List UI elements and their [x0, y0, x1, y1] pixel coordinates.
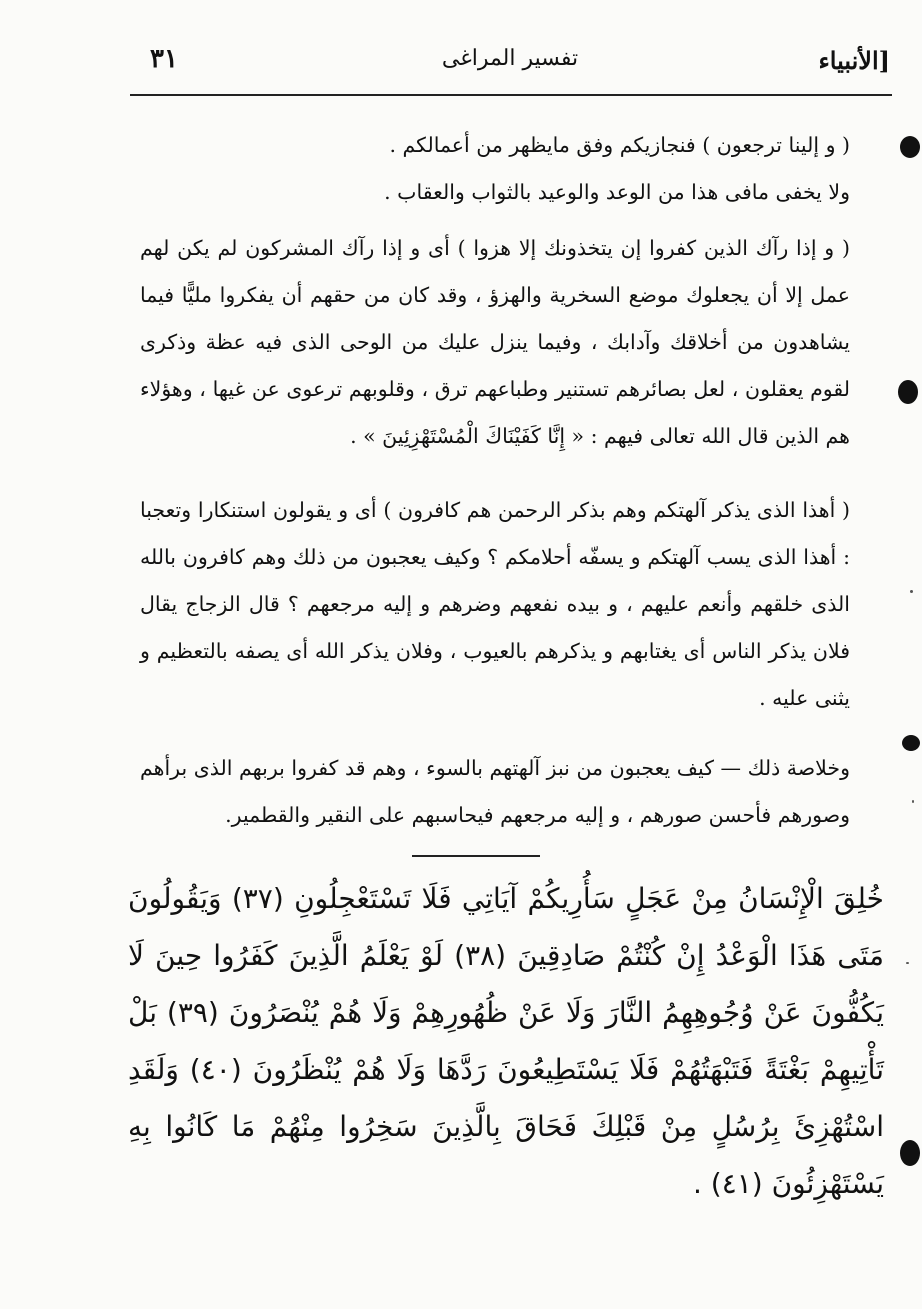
paragraph: ( و إذا رآك الذين كفروا إن يتخذونك إلا هزوا ) أى و إذا رآك المشركون لم يكن لهم عمل إلا أن يجعلوك موضع السخرية والهزؤ ، وقد كان من حقهم أن يفكروا مليًّا فيما يشاهدون من أخلاقك وآدابك ، وفيما ينزل عليك من الوحى الذى فيه عظة وذكرى لقوم يعقلون ، لعل بصائرهم تستنير وطباعهم ترق ، وقلوبهم ترعوى عن غيها ، وهؤلاء هم الذين قال الله تعالى فيهم : « إِنَّا كَفَيْنَاكَ الْمُسْتَهْزِئِينَ » .: [140, 236, 850, 448]
speck: [910, 590, 913, 593]
header-divider: [130, 94, 892, 96]
ink-blot: [900, 1140, 920, 1166]
ink-blot: [898, 380, 918, 404]
paragraph: وخلاصة ذلك — كيف يعجبون من نبز آلهتهم بالسوء ، وهم قد كفروا بربهم الذى برأهم وصورهم فأحسن صورهم ، و إليه مرجعهم فيحاسبهم على النقير والقطمير.: [140, 756, 850, 827]
page-number: ٣١: [150, 44, 178, 74]
commentary-block-1: [140, 122, 878, 226]
speck: [906, 962, 909, 964]
paragraph: ( أهذا الذى يذكر آلهتكم وهم بذكر الرحمن هم كافرون ) أى و يقولون استنكارا وتعجبا : أهذا الذى يسب آلهتكم و يسفّه أحلامكم ؟ وكيف يعجبون من ذلك وهم كافرون بالله الذى خلقهم وأنعم عليهم ، و بيده نفعهم وضرهم و إليه مرجعهم ؟ قال الزجاج يقال فلان يذكر الناس أى يغتابهم و يذكرهم بالعيوب ، وفلان يذكر الله أى يصفه بالتعظيم و يثنى عليه .: [140, 498, 850, 710]
surah-name: [الأنبياء: [818, 46, 890, 75]
ink-blot: [902, 735, 920, 751]
verse-text: خُلِقَ الْإِنْسَانُ مِنْ عَجَلٍ سَأُرِيكُمْ آيَاتِي فَلَا تَسْتَعْجِلُونِ (٣٧) وَيَقُولُونَ مَتَى هَذَا الْوَعْدُ إِنْ كُنْتُمْ صَادِقِينَ (٣٨) لَوْ يَعْلَمُ الَّذِينَ كَفَرُوا حِينَ لَا يَكُفُّونَ عَنْ وُجُوهِهِمُ النَّارَ وَلَا عَنْ ظُهُورِهِمْ وَلَا هُمْ يُنْصَرُونَ (٣٩) بَلْ تَأْتِيهِمْ بَغْتَةً فَتَبْهَتُهُمْ فَلَا يَسْتَطِيعُونَ رَدَّهَا وَلَا هُمْ يُنْظَرُونَ (٤٠) وَلَقَدِ اسْتُهْزِئَ بِرُسُلٍ مِنْ قَبْلِكَ فَحَاقَ بِالَّذِينَ سَخِرُوا مِنْهُمْ مَا كَانُوا بِهِ يَسْتَهْزِئُونَ (٤١) .: [128, 882, 884, 1200]
paragraph: ولا يخفى مافى هذا من الوعد والوعيد بالثواب والعقاب .: [384, 180, 850, 204]
speck: [912, 800, 914, 803]
commentary-block-3: [140, 487, 878, 732]
section-divider: [412, 855, 540, 857]
running-header: [130, 38, 890, 88]
quran-verses: [128, 870, 884, 1212]
ink-blot: [900, 136, 920, 158]
book-title: تفسير المراغى: [441, 46, 579, 71]
commentary-block-4: [140, 745, 878, 849]
commentary-block-2: [140, 225, 878, 470]
paragraph: ( و إلينا ترجعون ) فنجازيكم وفق مايظهر من أعمالكم .: [389, 133, 850, 157]
